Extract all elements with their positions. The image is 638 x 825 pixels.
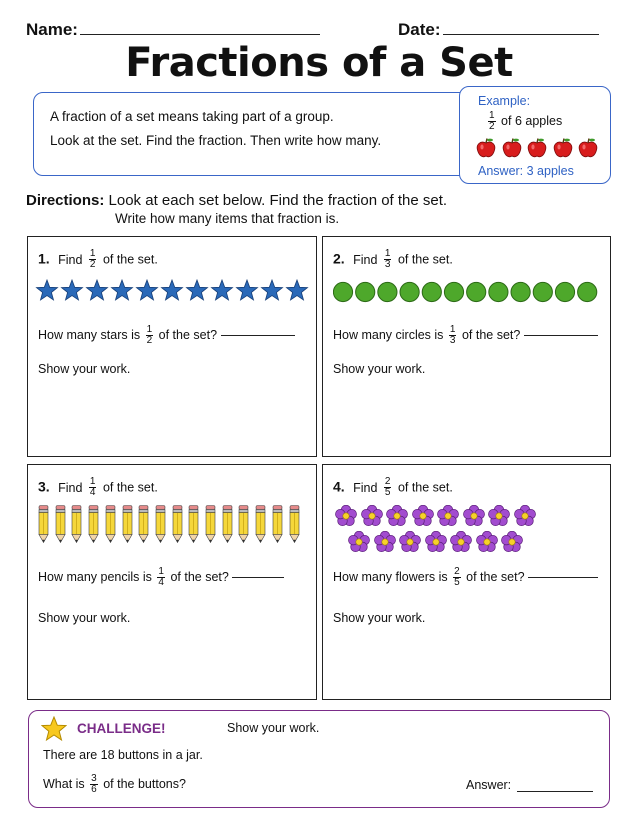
pencil-item [188, 505, 199, 543]
circle-item [378, 282, 397, 301]
fraction: $\frac{1}{4}$ [89, 476, 96, 498]
star-item [137, 280, 158, 300]
question-box-4 [322, 464, 611, 700]
star-item [112, 280, 133, 300]
question-box-2 [322, 236, 611, 457]
question-4-prompt [333, 477, 453, 498]
name-label: Name: [26, 20, 78, 39]
question-number: 1. [38, 250, 50, 267]
star-item [87, 280, 108, 300]
circle-item [578, 282, 597, 301]
answer-blank[interactable] [524, 335, 598, 336]
star-icon [41, 716, 67, 742]
question-2-prompt [333, 249, 453, 270]
star-item [262, 280, 283, 300]
flower-item [335, 505, 357, 527]
apple-icon [476, 137, 496, 159]
question-1-prompt [38, 249, 158, 270]
circle-item [555, 282, 574, 301]
flower-item [437, 505, 459, 527]
directions-line-2: Write how many items that fraction is. [115, 211, 340, 226]
fraction: $\frac{2}{5}$ [384, 476, 391, 498]
star-item [62, 280, 83, 300]
flower-item [348, 531, 370, 553]
show-work-label: Show your work. [333, 362, 426, 376]
flower-item [412, 505, 434, 527]
answer-blank[interactable] [528, 577, 598, 578]
of-set-label: of the set. [397, 252, 453, 267]
apple-icon [553, 137, 573, 159]
show-work-label: Show your work. [38, 611, 131, 625]
pencil-item [122, 505, 133, 543]
question-4-ask: How many flowers is $\frac{2}{5}$ of the set? [333, 567, 598, 588]
intro-line-2: Look at the set. Find the fraction. Then write how many. [50, 133, 382, 148]
circle-item [400, 282, 419, 301]
pencil-item [172, 505, 183, 543]
circle-item [356, 282, 375, 301]
directions-label: Directions: [26, 192, 105, 209]
example-fraction: $\frac{1}{2}$ [489, 110, 495, 132]
star-item [187, 280, 208, 300]
answer-blank[interactable] [232, 577, 284, 578]
pencil-item [238, 505, 249, 543]
question-box-3 [27, 464, 317, 700]
question-1-ask: How many stars is $\frac{1}{2}$ of the set? [38, 325, 295, 346]
of-set-label: of the set. [102, 480, 158, 495]
flower-item [501, 531, 523, 553]
challenge-answer-blank[interactable] [517, 791, 593, 792]
find-label: Find [353, 480, 378, 495]
flower-item [476, 531, 498, 553]
pencil-item [272, 505, 283, 543]
find-label: Find [58, 480, 83, 495]
pencil-item [88, 505, 99, 543]
pencil-row [38, 505, 308, 547]
pencil-item [255, 505, 266, 543]
star-item [212, 280, 233, 300]
example-answer: Answer: 3 apples [478, 164, 574, 178]
example-box [459, 86, 611, 184]
flower-item [463, 505, 485, 527]
pencil-item [138, 505, 149, 543]
question-number: 3. [38, 478, 50, 495]
star-item [37, 280, 58, 300]
question-number: 4. [333, 478, 345, 495]
flower-item [425, 531, 447, 553]
example-fraction-text [486, 111, 562, 132]
challenge-question: What is $\frac{3}{6}$ of the buttons? [43, 773, 186, 795]
pencil-item [289, 505, 300, 543]
question-3-prompt [38, 477, 158, 498]
pencil-item [38, 505, 49, 543]
pencil-item [222, 505, 233, 543]
challenge-answer-label: Answer: [466, 778, 512, 792]
name-field[interactable] [80, 34, 320, 35]
flower-group [331, 503, 601, 557]
directions-line-1: Look at each set below. Find the fraction of the set. [108, 192, 448, 209]
apple-icon [527, 137, 547, 159]
date-field[interactable] [443, 34, 599, 35]
pencil-item [205, 505, 216, 543]
of-set-label: of the set. [102, 252, 158, 267]
star-item [162, 280, 183, 300]
circle-item [333, 282, 352, 301]
show-work-label: Show your work. [38, 362, 131, 376]
example-text: of 6 apples [501, 113, 563, 128]
challenge-label: CHALLENGE! [77, 721, 166, 736]
pencil-item [55, 505, 66, 543]
flower-item [399, 531, 421, 553]
fraction: $\frac{1}{2}$ [89, 248, 96, 270]
page-title: Fractions of a Set [125, 40, 513, 86]
flower-item [374, 531, 396, 553]
circle-item [422, 282, 441, 301]
circle-item [511, 282, 530, 301]
star-item [287, 280, 308, 300]
question-box-1 [27, 236, 317, 457]
date-label: Date: [398, 20, 441, 39]
show-work-label: Show your work. [333, 611, 426, 625]
directions [26, 192, 447, 209]
pencil-item [105, 505, 116, 543]
circle-item [444, 282, 463, 301]
fraction: $\frac{1}{3}$ [384, 248, 391, 270]
flower-item [361, 505, 383, 527]
star-row [34, 279, 314, 303]
question-2-ask: How many circles is $\frac{1}{3}$ of the set? [333, 325, 598, 346]
flower-item [488, 505, 510, 527]
flower-item [386, 505, 408, 527]
apple-row [476, 137, 606, 159]
example-label: Example: [478, 94, 531, 108]
star-item [237, 280, 258, 300]
pencil-item [71, 505, 82, 543]
find-label: Find [353, 252, 378, 267]
challenge-box [28, 710, 610, 808]
challenge-line-1: There are 18 buttons in a jar. [43, 748, 203, 762]
intro-line-1: A fraction of a set means taking part of a group. [50, 109, 334, 124]
challenge-show-work: Show your work. [227, 721, 320, 735]
answer-blank[interactable] [221, 335, 295, 336]
circle-item [467, 282, 486, 301]
flower-item [450, 531, 472, 553]
question-number: 2. [333, 250, 345, 267]
circle-item [489, 282, 508, 301]
circle-row [333, 281, 603, 303]
question-3-ask: How many pencils is $\frac{1}{4}$ of the set? [38, 567, 284, 588]
flower-item [514, 505, 536, 527]
circle-item [533, 282, 552, 301]
apple-icon [578, 137, 598, 159]
apple-icon [502, 137, 522, 159]
of-set-label: of the set. [397, 480, 453, 495]
find-label: Find [58, 252, 83, 267]
pencil-item [155, 505, 166, 543]
